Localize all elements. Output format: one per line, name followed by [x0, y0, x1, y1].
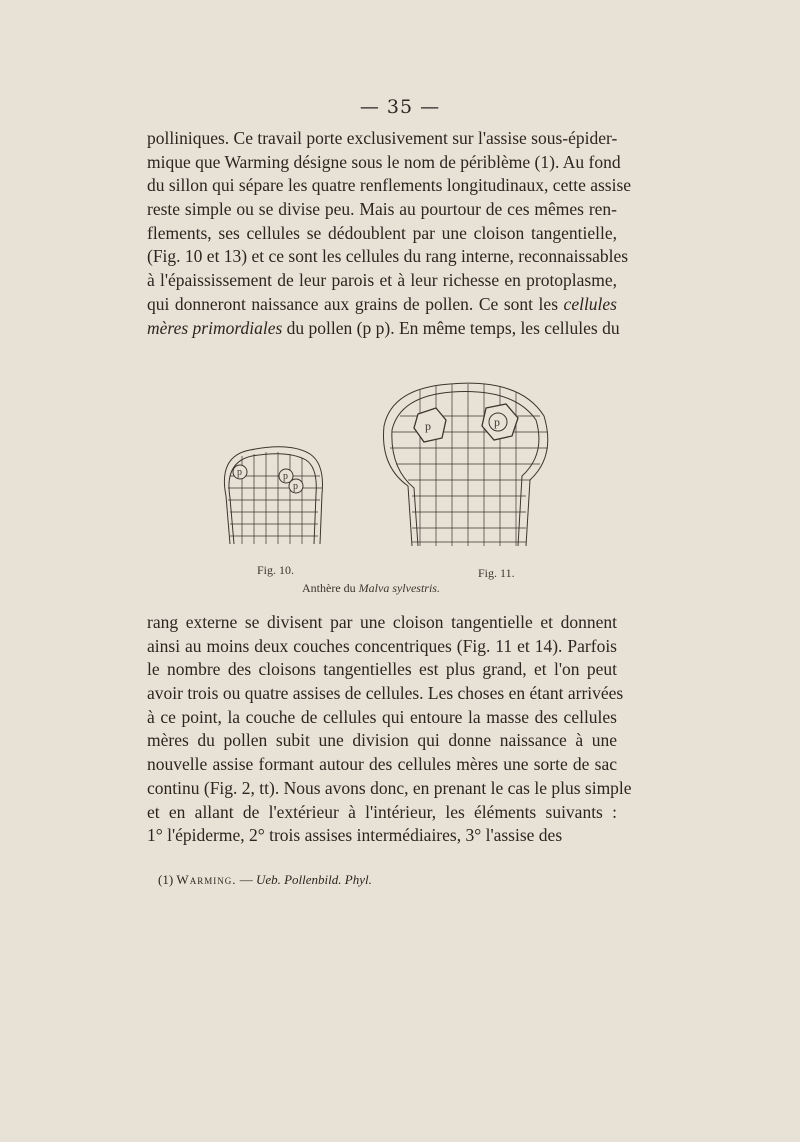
- text-line: polliniques. Ce travail porte exclusivement sur l'assise sous-épider-: [147, 128, 618, 148]
- footnote-dash: —: [236, 872, 256, 887]
- fig10-label: Fig. 10.: [257, 563, 295, 577]
- caption-species: Malva sylvestris.: [358, 581, 440, 595]
- text-line: (Fig. 10 et 13) et ce sont les cellules du rang interne, reconnaissables: [147, 246, 629, 267]
- cell-label-p: p: [237, 467, 242, 478]
- text-line: continu (Fig. 2, tt). Nous avons donc, en prenant le cas le plus simple: [147, 777, 632, 798]
- text-line: [147, 293, 617, 317]
- footnote: [158, 872, 372, 888]
- text-line: à ce point, la couche de cellules qui entoure la masse des cellules: [147, 706, 617, 727]
- text-line: reste simple ou se divise peu. Mais au pourtour de ces mêmes ren-: [147, 199, 617, 220]
- page-number: — 35 —: [359, 96, 441, 118]
- paragraph-1: [147, 127, 632, 340]
- cell-label-p: p: [425, 419, 431, 433]
- italic-term: cellules: [563, 293, 617, 314]
- text-line: et en allant de l'extérieur à l'intérieur, les éléments suivants :: [147, 801, 617, 822]
- footnote-marker: (1): [158, 872, 177, 887]
- fig11-label: Fig. 11.: [478, 566, 515, 580]
- text-line: nouvelle assise formant autour des cellules mères une sorte de sac: [147, 754, 617, 775]
- caption-prefix: Anthère du: [302, 581, 359, 595]
- text-line: mique que Warming désigne sous le nom de périblème (1). Au fond: [147, 151, 621, 172]
- text-line: avoir trois ou quatre assises de cellules. Les choses en étant arrivées: [147, 683, 624, 704]
- text-segment: qui donneront naissance aux grains de pollen. Ce sont les: [147, 293, 558, 314]
- text-line: ainsi au moins deux couches concentriques (Fig. 11 et 14). Parfois: [147, 635, 617, 656]
- text-line: 1° l'épiderme, 2° trois assises intermédiaires, 3° l'assise des: [147, 825, 563, 846]
- cell-label-p: p: [293, 481, 298, 492]
- figure-caption: [302, 581, 440, 596]
- text-line: à l'épaississement de leur parois et à leur richesse en protoplasme,: [147, 270, 617, 291]
- fig11-drawing: [384, 383, 549, 546]
- text-segment: du pollen (p p). En même temps, les cellules du: [282, 317, 620, 338]
- text-line: du sillon qui sépare les quatre renflements longitudinaux, cette assise: [147, 175, 632, 196]
- italic-term: mères primordiales: [147, 317, 283, 338]
- footnote-author: Warming.: [176, 872, 237, 887]
- text-line: mères du pollen subit une division qui donne naissance à une: [147, 730, 617, 751]
- fig10-drawing: [224, 447, 322, 544]
- text-line: rang externe se divisent par une cloison tangentielle et donnent: [147, 612, 617, 632]
- footnote-title: Ueb. Pollenbild. Phyl.: [255, 872, 372, 887]
- cell-label-p: p: [494, 415, 500, 429]
- paragraph-2: [147, 611, 632, 848]
- text-line: [147, 317, 620, 341]
- text-line: flements, ses cellules se dédoublent par une cloison tangentielle,: [147, 222, 617, 243]
- text-line: le nombre des cloisons tangentielles est plus grand, et l'on peut: [147, 659, 617, 680]
- cell-label-p: p: [283, 471, 288, 482]
